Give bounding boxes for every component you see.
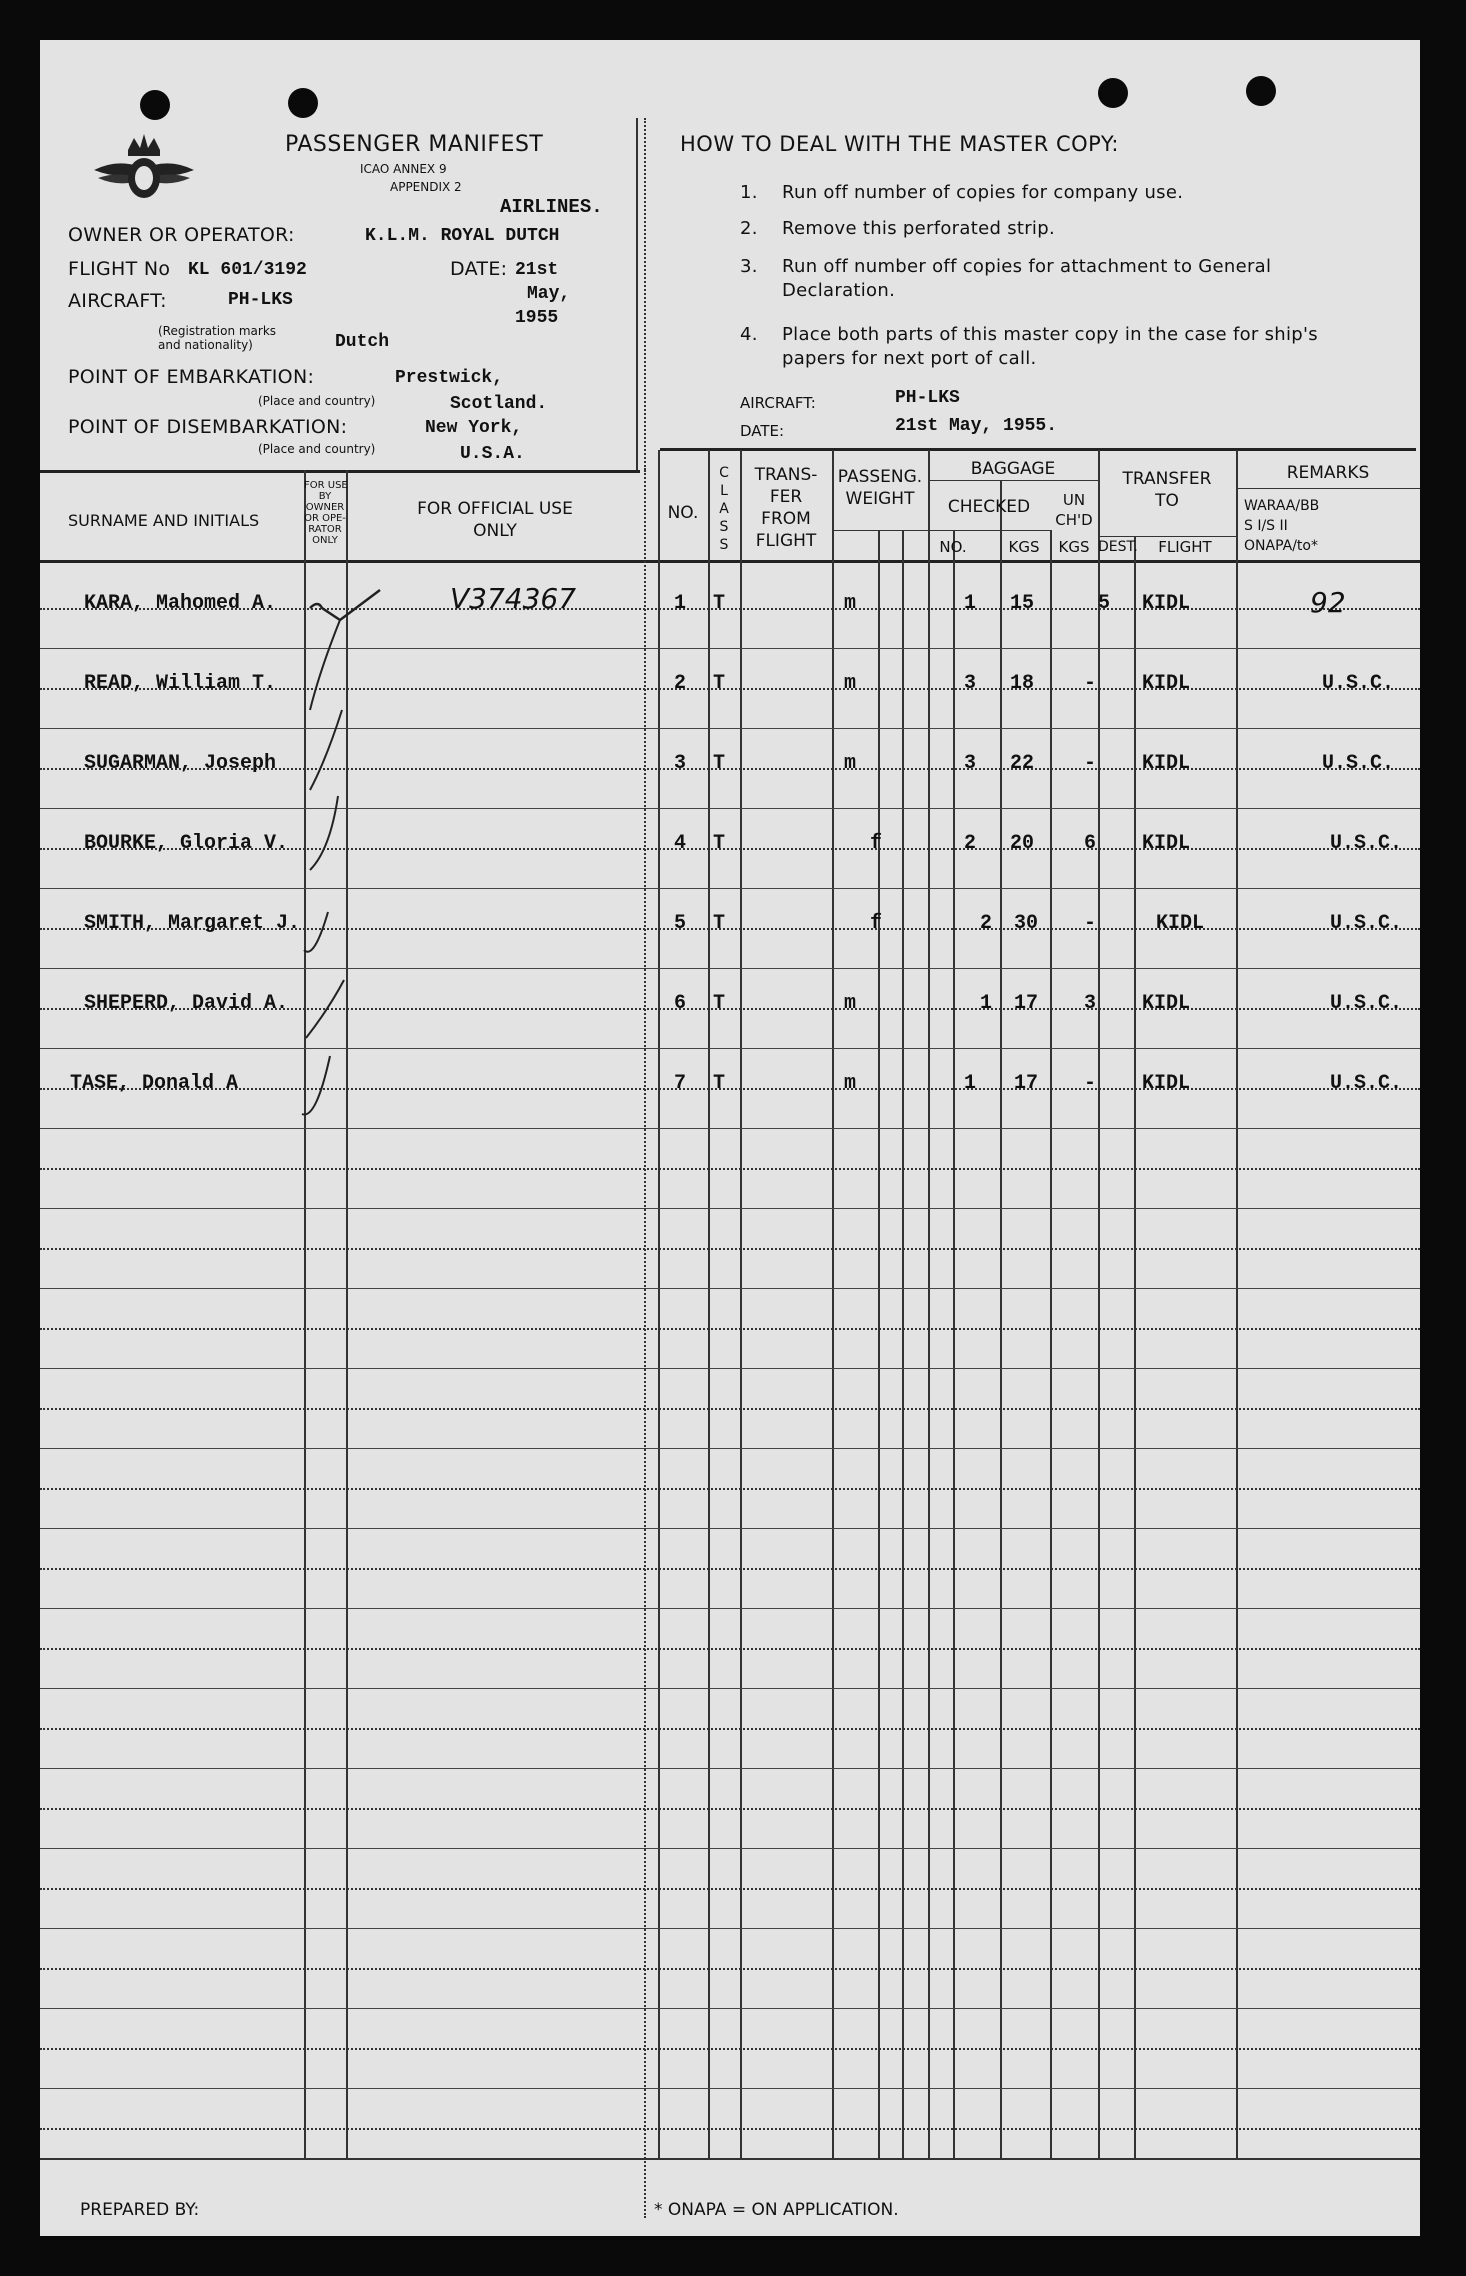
nationality-value: Dutch (335, 332, 390, 352)
passenger-name: READ, William T. (84, 672, 277, 695)
passenger-class: T (713, 832, 726, 855)
table-row (40, 908, 1420, 938)
onapa-note: * ONAPA = ON APPLICATION. (654, 2200, 899, 2220)
instruction-number: 1. (740, 182, 758, 203)
passenger-name: SUGARMAN, Joseph (84, 752, 277, 775)
ruled-line (40, 1368, 1420, 1369)
col-rule (658, 450, 660, 2158)
col-header-baggage: BAGGAGE (970, 459, 1056, 479)
ruled-line (40, 1048, 1420, 1049)
passenger-sex: m (844, 752, 857, 775)
transfer-dest: KIDL (1142, 832, 1191, 855)
punch-hole (140, 90, 170, 120)
ruled-line (40, 1568, 1420, 1570)
remarks-value: U.S.C. (1330, 832, 1403, 855)
owner-value: K.L.M. ROYAL DUTCH (365, 226, 560, 246)
passenger-name: SMITH, Margaret J. (84, 912, 301, 935)
disembarkation-country: U.S.A. (460, 444, 525, 464)
date-label: DATE: (450, 258, 508, 280)
passenger-no: 7 (674, 1072, 687, 1095)
ruled-line (40, 888, 1420, 889)
passenger-sex: m (844, 592, 857, 615)
instruction-text: Declaration. (782, 280, 896, 301)
ruled-line (40, 1408, 1420, 1410)
passenger-no: 6 (674, 992, 687, 1015)
passenger-class: T (713, 592, 726, 615)
baggage-no: 2 (980, 912, 993, 935)
ruled-line (40, 1648, 1420, 1650)
passenger-name: BOURKE, Gloria V. (84, 832, 289, 855)
owner-label: OWNER OR OPERATOR: (68, 224, 295, 246)
instruction-number: 4. (740, 324, 758, 345)
transfer-dest: KIDL (1142, 592, 1191, 615)
col-header-surname: SURNAME AND INITIALS (68, 511, 260, 530)
unchd-kgs: - (1084, 752, 1097, 775)
ruled-line (40, 1328, 1420, 1330)
registration-note: and nationality) (158, 338, 253, 352)
table-row (40, 1068, 1420, 1098)
header-divider (644, 118, 646, 470)
passenger-class: T (713, 672, 726, 695)
date-value-year: 1955 (515, 308, 559, 328)
check-mark (310, 796, 338, 870)
embarkation-label: POINT OF EMBARKATION: (68, 366, 315, 388)
punch-hole (1098, 78, 1128, 108)
baggage-no: 3 (964, 752, 977, 775)
flight-label: FLIGHT No (68, 258, 171, 280)
passenger-name: KARA, Mahomed A. (84, 592, 277, 615)
table-top-rule (660, 448, 1416, 451)
col-header-unchd-kgs: KGS (1058, 538, 1090, 556)
remarks-value: U.S.C. (1330, 912, 1403, 935)
col-header-remarks-sub: WARAA/BB S I/S II ONAPA/to* (1244, 498, 1320, 554)
baggage-kgs: 17 (1014, 1072, 1039, 1095)
passenger-name: SHEPERD, David A. (84, 992, 289, 1015)
remarks-value: U.S.C. (1330, 1072, 1403, 1095)
check-marks (270, 560, 420, 1120)
passenger-name: TASE, Donald A (70, 1072, 239, 1095)
col-header-owner-use: FOR USE BY OWNER OR OPE- RATOR ONLY (304, 480, 348, 546)
col-rule (740, 450, 742, 2158)
unchd-kgs: - (1084, 1072, 1097, 1095)
ruled-line (40, 1208, 1420, 1209)
header-divider (636, 118, 638, 470)
annex-line: ICAO ANNEX 9 (360, 162, 447, 176)
ruled-line (40, 728, 1420, 729)
baggage-kgs: 22 (1010, 752, 1035, 775)
ruled-line (40, 1688, 1420, 1689)
col-header-remarks: REMARKS (1286, 463, 1370, 483)
col-header-official-use: FOR OFFICIAL USE ONLY (417, 499, 573, 541)
col-header-checked-kgs: KGS (1008, 538, 1040, 556)
col-header-transfer-from: TRANS- FER FROM FLIGHT (754, 465, 818, 551)
unchd-kgs: - (1084, 912, 1097, 935)
col-header-transfer-to: TRANSFER TO (1122, 469, 1212, 511)
col-rule (928, 450, 930, 2158)
instructions-title: HOW TO DEAL WITH THE MASTER COPY: (680, 132, 1119, 156)
baggage-kgs: 15 (1010, 592, 1035, 615)
ruled-line (40, 808, 1420, 809)
col-header-dest: DEST. (1098, 539, 1138, 555)
instruction-number: 2. (740, 218, 758, 239)
date-value-day: 21st (515, 260, 559, 280)
ruled-line (40, 1888, 1420, 1890)
instruction-text: Run off number of copies for company use. (782, 182, 1184, 203)
appendix-line: APPENDIX 2 (390, 180, 462, 194)
col-header-class: C L A S S (719, 465, 729, 553)
transfer-dest: KIDL (1142, 1072, 1191, 1095)
ruled-line (40, 1288, 1420, 1289)
instruction-text: Run off number off copies for attachment to General (782, 256, 1272, 277)
aircraft-label: AIRCRAFT: (68, 290, 167, 312)
passenger-class: T (713, 752, 726, 775)
unchd-kgs: - (1084, 672, 1097, 695)
check-mark (304, 912, 328, 952)
ruled-line (40, 1448, 1420, 1449)
col-rule (832, 450, 834, 2158)
col-rule (1098, 450, 1100, 2158)
remarks-value: U.S.C. (1322, 672, 1395, 695)
table-row (40, 988, 1420, 1018)
manifest-page (40, 40, 1420, 2236)
embarkation-value: Prestwick, (395, 368, 504, 388)
col-header-checked: CHECKED (947, 497, 1031, 517)
instructions-aircraft-value: PH-LKS (895, 388, 960, 408)
table-row (40, 828, 1420, 858)
instruction-text: Place both parts of this master copy in the case for ship's (782, 324, 1318, 345)
place-country-note: (Place and country) (258, 442, 376, 456)
place-country-note: (Place and country) (258, 394, 376, 408)
ruled-line (40, 1128, 1420, 1129)
unchd-kgs: 3 (1084, 992, 1097, 1015)
punch-hole (1246, 76, 1276, 106)
check-mark (310, 590, 380, 620)
check-mark (306, 980, 344, 1038)
passenger-no: 5 (674, 912, 687, 935)
instructions-date-label: DATE: (740, 422, 785, 440)
passenger-class: T (713, 1072, 726, 1095)
klm-crown-logo (84, 120, 204, 210)
baggage-kgs: 17 (1014, 992, 1039, 1015)
checked-rule (928, 530, 1050, 531)
ruled-line (40, 2088, 1420, 2089)
remarks-rule (1236, 488, 1420, 489)
passenger-no: 2 (674, 672, 687, 695)
ruled-line (40, 1768, 1420, 1769)
ruled-line (40, 1728, 1420, 1730)
passenger-sex: m (844, 1072, 857, 1095)
owner-value-line1: AIRLINES. (500, 196, 603, 218)
flight-value: KL 601/3192 (188, 260, 307, 280)
passenger-no: 4 (674, 832, 687, 855)
col-header-flight: FLIGHT (1158, 538, 1212, 556)
baggage-no: 1 (964, 1072, 977, 1095)
disembarkation-value: New York, (425, 418, 523, 438)
table-row (40, 668, 1420, 698)
ruled-line (40, 2008, 1420, 2009)
ruled-line (40, 1528, 1420, 1529)
check-mark (310, 710, 342, 790)
table-row (40, 748, 1420, 778)
baggage-kgs: 30 (1014, 912, 1039, 935)
passenger-sex: f (870, 912, 883, 935)
baggage-no: 2 (964, 832, 977, 855)
passenger-class: T (713, 912, 726, 935)
ruled-line (40, 1968, 1420, 1970)
transfer-dest: KIDL (1142, 752, 1191, 775)
disembarkation-label: POINT OF DISEMBARKATION: (68, 416, 348, 438)
embarkation-country: Scotland. (450, 394, 548, 414)
prepared-by-label: PREPARED BY: (80, 2200, 200, 2220)
check-mark (302, 1056, 330, 1115)
passenger-no: 1 (674, 592, 687, 615)
ruled-line (40, 1608, 1420, 1609)
instructions-date-value: 21st May, 1955. (895, 416, 1058, 436)
registration-note: (Registration marks (158, 324, 277, 338)
passenger-sex: m (844, 992, 857, 1015)
baggage-kgs: 20 (1010, 832, 1035, 855)
ruled-line (40, 1488, 1420, 1490)
ruled-line (40, 2048, 1420, 2050)
weight-rule (832, 530, 928, 531)
instruction-text: Remove this perforated strip. (782, 218, 1055, 239)
col-rule (644, 470, 646, 2218)
baggage-no: 1 (964, 592, 977, 615)
col-rule (708, 450, 710, 2158)
transfer-dest: KIDL (1142, 672, 1191, 695)
passenger-no: 3 (674, 752, 687, 775)
punch-hole (288, 88, 318, 118)
remarks-value: U.S.C. (1322, 752, 1395, 775)
check-mark (310, 620, 340, 710)
col-header-no: NO. (667, 503, 699, 523)
date-value-month: May, (527, 284, 571, 304)
manifest-title: PASSENGER MANIFEST (285, 132, 544, 157)
col-header-checked-no: NO. (939, 538, 967, 556)
table-top-rule (40, 470, 640, 473)
ruled-line (40, 2128, 1420, 2130)
ruled-line (40, 1248, 1420, 1250)
official-use-value: V374367 (450, 582, 577, 615)
transfer-dest: KIDL (1156, 912, 1205, 935)
passenger-class: T (713, 992, 726, 1015)
table-row: KARA, Mahomed A. V374367 1 T m 1 15 5 KIDL 92 (84, 582, 1346, 619)
baggage-kgs: 18 (1010, 672, 1035, 695)
passenger-sex: f (870, 832, 883, 855)
remarks-value: U.S.C. (1330, 992, 1403, 1015)
aircraft-value: PH-LKS (228, 290, 293, 310)
ruled-line (40, 1848, 1420, 1849)
table-header-rule (40, 560, 1420, 563)
col-header-passeng-weight: PASSENG. WEIGHT (837, 467, 923, 509)
ruled-line (40, 1168, 1420, 1170)
baggage-no: 3 (964, 672, 977, 695)
remarks-value: 92 (1310, 586, 1346, 619)
ruled-line (40, 1808, 1420, 1810)
footer-rule (40, 2158, 1420, 2160)
ruled-line (40, 968, 1420, 969)
transfer-dest: KIDL (1142, 992, 1191, 1015)
instructions-aircraft-label: AIRCRAFT: (740, 394, 816, 412)
baggage-no: 1 (980, 992, 993, 1015)
col-rule (1236, 450, 1238, 2158)
col-rule (1000, 480, 1002, 2158)
col-rule (1134, 536, 1136, 2158)
col-header-unchd: UN CH'D (1055, 491, 1093, 529)
ruled-line (40, 1928, 1420, 1929)
ruled-line (40, 648, 1420, 649)
instruction-number: 3. (740, 256, 758, 277)
unchd-kgs: 6 (1084, 832, 1097, 855)
passenger-sex: m (844, 672, 857, 695)
instruction-text: papers for next port of call. (782, 348, 1037, 369)
baggage-rule (928, 480, 1098, 481)
